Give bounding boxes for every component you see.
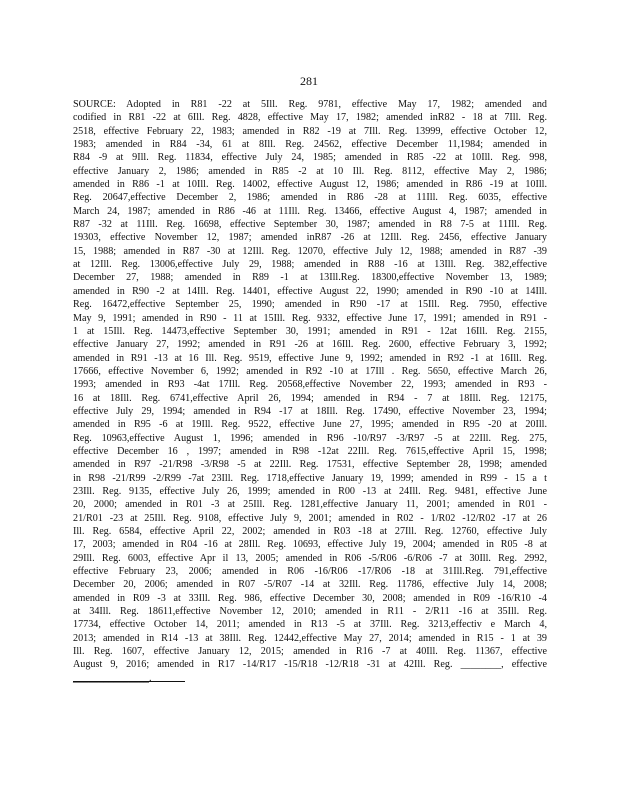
page-number: 281 [300,74,318,88]
source-line: 1 at 15Ill. Reg. 14473,effective September 30, 1991; amended in R91 - 12at 16Ill. Reg. 2155, [73,325,547,337]
source-line: December 20, 2006; amended in R07 -5/R07 -14 at 32Ill. Reg. 11786, effective July 14, 2008; [73,579,547,591]
source-line: 16 at 18Ill. Reg. 6741,effective April 26, 1994; amended in R94 - 7 at 18Ill. Reg. 12175, [73,392,547,404]
source-line: March 24, 1987; amended in R86 -46 at 11Ill. Reg. 13466, effective August 4, 1987; amended in [73,205,547,217]
source-line: R87 -32 at 11Ill. Reg. 16698, effective September 30, 1987; amended in R8 7-5 at 11Ill. Reg. [73,219,547,231]
source-line: effective July 29, 1994; amended in R94 -17 at 18Ill. Reg. 17490, effective November 23, 1994; [73,405,547,417]
source-line: 23Ill. Reg. 9135, effective July 26, 1999; amended in R00 -13 at 24Ill. Reg. 9481, effective June [73,485,547,497]
source-line: May 9, 1991; amended in R90 - 11 at 15Ill. Reg. 9332, effective June 17, 1991; amended in R91 - [73,312,547,324]
source-line: Reg. 10963,effective August 1, 1996; amended in R96 -10/R97 -3/R97 -5 at 22Ill. Reg. 275, [73,432,547,444]
source-line: codified in R81 -22 at 6Ill. Reg. 4828, effective May 17, 1982; amended inR82 - 18 at 7Ill. Reg. [73,112,547,124]
source-line: 17734, effective October 14, 2011; amended in R13 -5 at 37Ill. Reg. 3213,effectiv e March 4, [73,619,547,631]
source-line: December 27, 1988; amended in R89 -1 at 13Ill.Reg. 18300,effective November 13, 1989; [73,272,547,284]
source-line: 2518, effective February 22, 1983; amended in R82 -19 at 7Ill. Reg. 13999, effective October 12, [73,125,547,137]
source-line: Reg. 16472,effective September 25, 1990; amended in R90 -17 at 15Ill. Reg. 7950, effective [73,299,547,311]
source-line: 2013; amended in R14 -13 at 38Ill. Reg. 12442,effective May 27, 2014; amended in R15 - 1 at 39 [73,632,547,644]
source-line: 17, 2003; amended in R04 -16 at 28Ill. Reg. 10693, effective July 19, 2004; amended in R05 -8 at [73,539,547,551]
source-line: SOURCE: Adopted in R81 -22 at 5Ill. Reg. 9781, effective May 17, 1982; amended and [73,99,547,110]
source-line: effective January 27, 1992; amended in R91 -26 at 16Ill. Reg. 2600, effective February 3, 1992; [73,339,547,351]
source-line: amended in R09 -3 at 33Ill. Reg. 986, effective December 30, 2008; amended in R09 -16/R10 -4 [73,592,547,604]
source-line: in R98 -21/R99 -2/R99 -7at 23Ill. Reg. 1718,effective January 19, 1999; amended in R99 - 15 a t [73,472,547,484]
source-line: at 12Ill. Reg. 13006,effective July 29, 1988; amended in R88 -16 at 13Ill. Reg. 382,effective [73,259,547,271]
source-line: amended in R95 -6 at 19Ill. Reg. 9522, effective June 27, 1995; amended in R95 -20 at 20Ill. [73,419,547,431]
source-line: 19303, effective November 12, 1987; amended inR87 -26 at 12Ill. Reg. 2456, effective January [73,232,547,244]
source-line: amended in R86 -1 at 10Ill. Reg. 14002, effective August 12, 1986; amended in R86 -19 at 10Ill. [73,179,547,191]
source-line: 1993; amended in R93 -4at 17Ill. Reg. 20568,effective November 22, 1993; amended in R93 - [73,379,547,391]
source-line: R84 -9 at 9Ill. Reg. 11834, effective July 24, 1985; amended in R85 -22 at 10Ill. Reg. 998, [73,152,547,164]
source-line: at 34Ill. Reg. 18611,effective November 12, 2010; amended in R11 - 2/R11 -16 at 35Ill. Reg. [73,606,547,618]
source-line: amended in R91 -13 at 16 Ill. Reg. 9519, effective June 9, 1992; amended in R92 -1 at 16Ill. Reg. [73,352,547,364]
source-line: Reg. 20647,effective December 2, 1986; amended in R86 -28 at 11Ill. Reg. 6035, effective [73,192,547,204]
source-line: 15, 1988; amended in R87 -30 at 12Ill. Reg. 12070, effective July 12, 1988; amended in R87 -39 [73,245,547,257]
source-line: _______________. [73,672,152,684]
source-line: 20, 2000; amended in R01 -3 at 25Ill. Reg. 1281,effective January 11, 2001; amended in R01 - [73,499,547,511]
footnote-rule [73,681,185,682]
source-line: 17666, effective November 6, 1992; amended in R92 -10 at 17Ill . Reg. 5650, effective March 26, [73,365,547,377]
source-line: 29Ill. Reg. 6003, effective Apr il 13, 2005; amended in R06 -5/R06 -6/R06 -7 at 30Ill. Reg. 2992, [73,552,547,564]
source-line: Ill. Reg. 1607, effective January 12, 2015; amended in R16 -7 at 40Ill. Reg. 11367, effective [73,646,547,658]
source-line: effective December 16 , 1997; amended in R98 -12at 22Ill. Reg. 7615,effective April 15, 1998; [73,445,547,457]
source-line: 1983; amended in R84 -34, 61 at 8Ill. Reg. 24562, effective December 11,1984; amended in [73,139,547,151]
source-note [73,98,547,685]
source-line: August 9, 2016; amended in R17 -14/R17 -15/R18 -12/R18 -31 at 42Ill. Reg. ________, effective [73,659,547,671]
source-line: amended in R90 -2 at 14Ill. Reg. 14401, effective August 22, 1990; amended in R90 -10 at 14Ill. [73,285,547,297]
source-line: effective February 23, 2006; amended in R06 -16/R06 -17/R06 -18 at 31Ill.Reg. 791,effective [73,566,547,578]
source-line: 21/R01 -23 at 25Ill. Reg. 9108, effective July 9, 2001; amended in R02 - 1/R02 -12/R02 -17 at 26 [73,512,547,524]
source-line: Ill. Reg. 6584, effective April 22, 2002; amended in R03 -18 at 27Ill. Reg. 12760, effective July [73,526,547,537]
source-line: effective January 2, 1986; amended in R85 -2 at 10 Ill. Reg. 8112, effective May 2, 1986; [73,165,547,177]
source-line: amended in R97 -21/R98 -3/R98 -5 at 22Ill. Reg. 17531, effective September 28, 1998; amended [73,459,547,471]
